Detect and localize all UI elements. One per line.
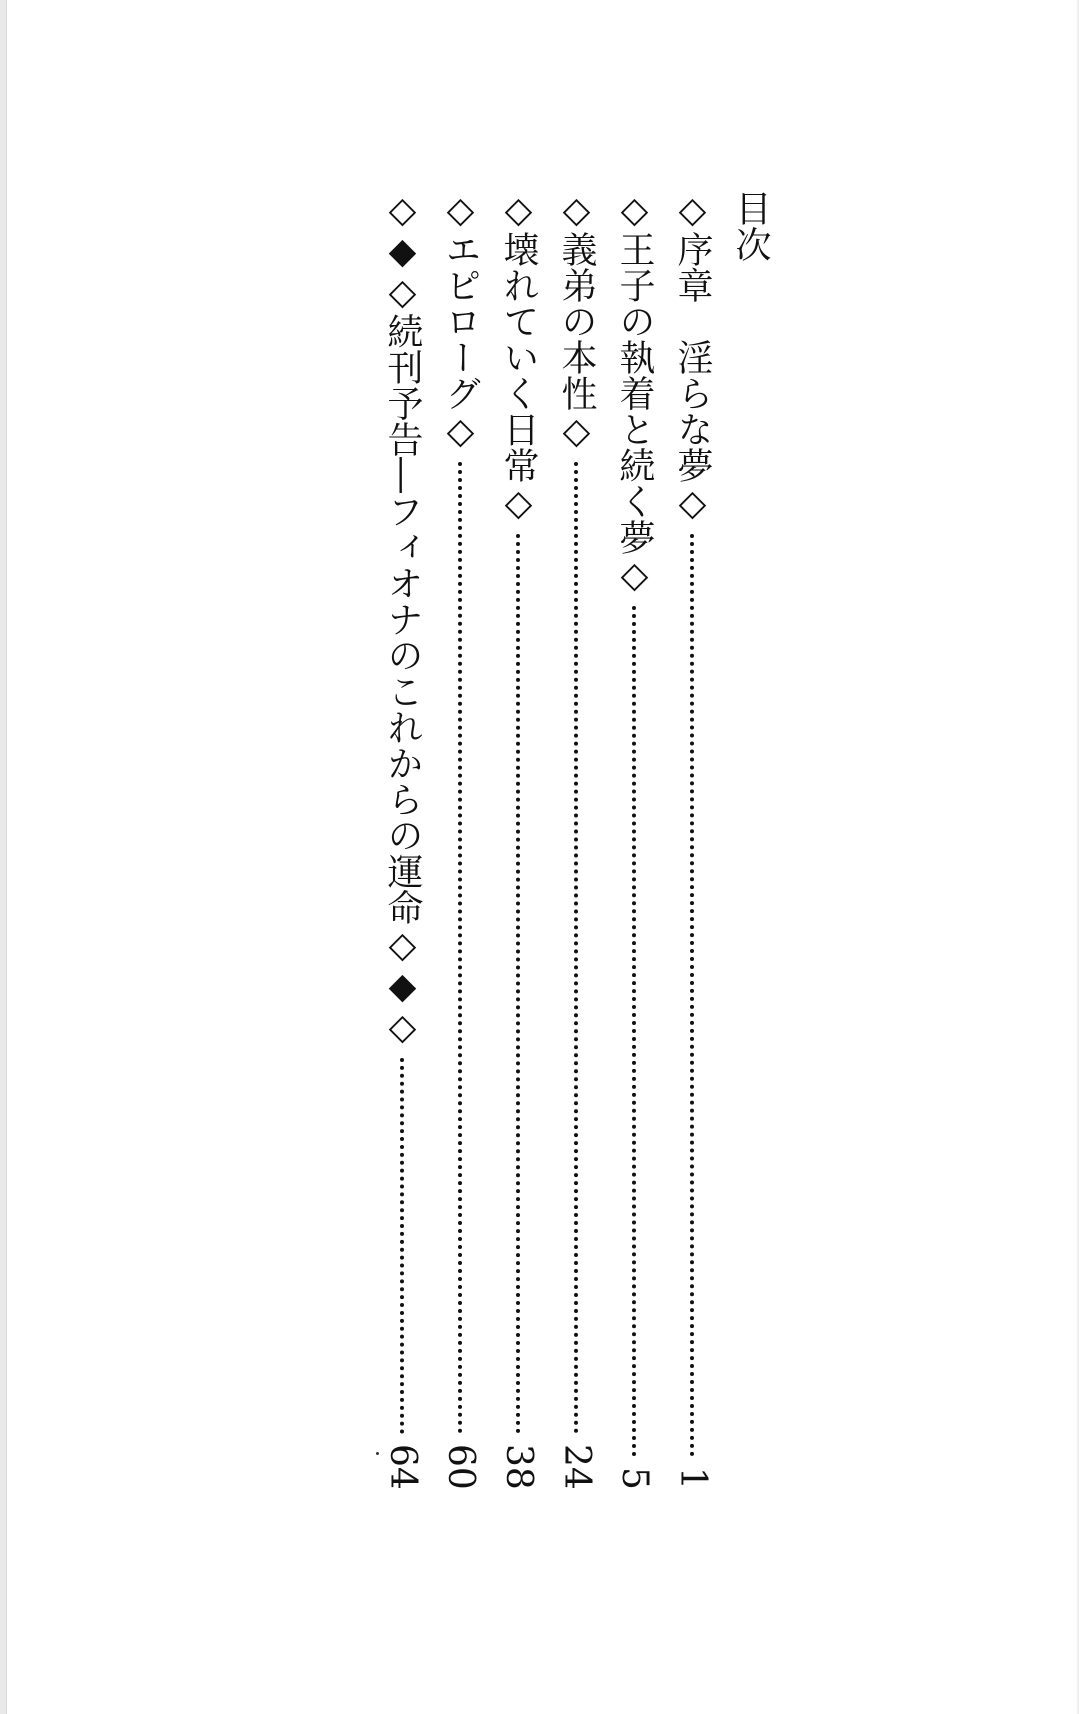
toc-entry[interactable] <box>431 190 489 1490</box>
table-of-contents <box>373 190 779 1490</box>
toc-title: 目次 <box>730 190 771 262</box>
toc-entry-label: ◇壊れていく日常◇ <box>498 190 539 524</box>
dotted-leader <box>690 534 694 1457</box>
dotted-leader <box>458 462 462 1434</box>
toc-entry-label: ◇◆◇続刊予告―フィオナのこれからの運命◇◆◇ <box>382 190 423 1048</box>
toc-title-row <box>721 190 779 1490</box>
toc-entry[interactable] <box>489 190 547 1490</box>
dotted-leader <box>400 1058 404 1434</box>
toc-entry[interactable] <box>373 190 431 1490</box>
toc-entry[interactable] <box>547 190 605 1490</box>
toc-entry-label: ◇義弟の本性◇ <box>556 190 597 452</box>
stray-mark <box>376 1452 379 1455</box>
toc-entry-label: ◇序章 淫らな夢◇ <box>672 190 713 524</box>
toc-entry-page: 38 <box>498 1444 539 1490</box>
toc-entry-page: 60 <box>440 1444 481 1490</box>
toc-entry-page: 5 <box>614 1467 655 1490</box>
toc-entry-page: 24 <box>556 1444 597 1490</box>
dotted-leader <box>574 462 578 1434</box>
toc-entry-page: 1 <box>672 1467 713 1490</box>
toc-entry-page: 64 <box>382 1444 423 1490</box>
toc-entry-label: ◇エピローグ◇ <box>440 190 481 452</box>
dotted-leader <box>516 534 520 1434</box>
toc-entry[interactable] <box>663 190 721 1490</box>
dotted-leader <box>632 606 636 1457</box>
toc-entry[interactable] <box>605 190 663 1490</box>
toc-entry-label: ◇王子の執着と続く夢◇ <box>614 190 655 596</box>
page-edge <box>0 0 7 1714</box>
